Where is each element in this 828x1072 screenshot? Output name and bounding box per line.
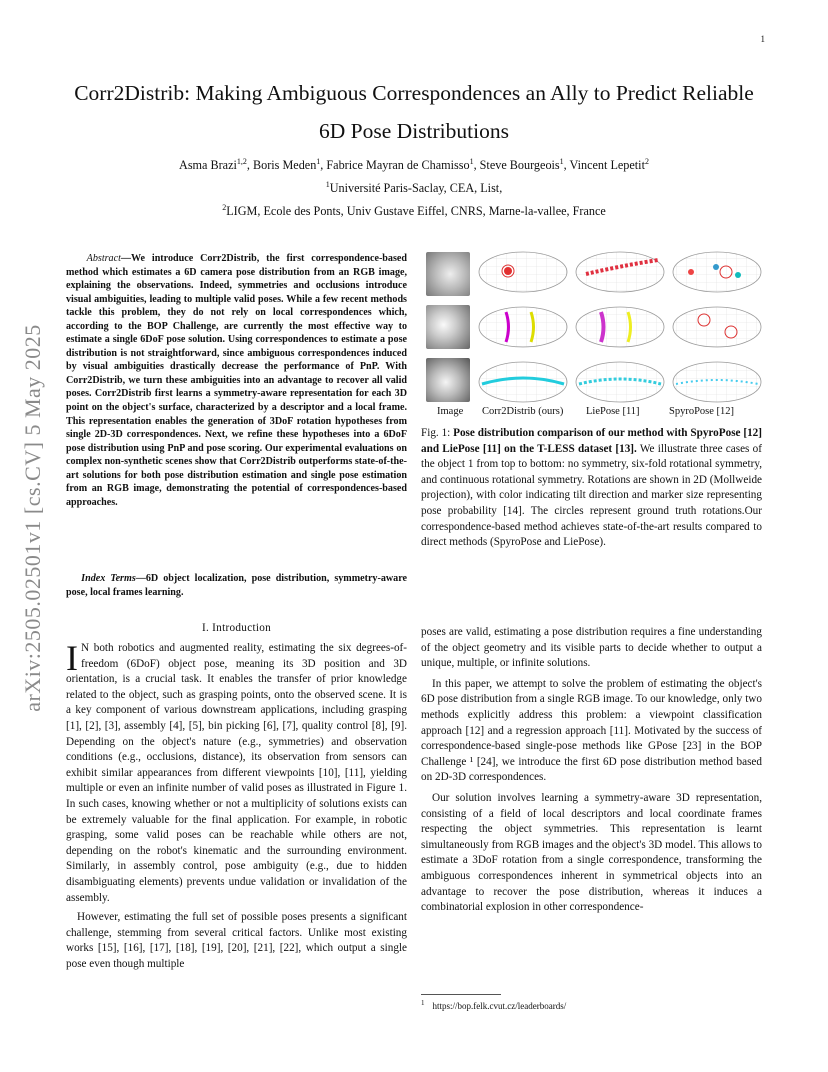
author: Boris Meden — [252, 158, 317, 173]
object-image-bottom — [426, 358, 470, 402]
index-terms — [66, 572, 407, 599]
paper-title: Corr2Distrib: Making Ambiguous Correspondences an Ally to Predict Reliable 6D Pose Distributions — [74, 81, 754, 143]
affiliation: $^1$Université Paris-Saclay, CEA, List, — [325, 180, 503, 196]
plot-corr2distrib-2 — [479, 307, 567, 347]
header-liepose: LiePose [11] — [586, 406, 640, 417]
intro-paragraph: poses are valid, estimating a pose distribution requires a fine understanding of the object geometry and its visible parts to decide whether to output a unique, multiple, or infinite solutions. — [421, 626, 762, 670]
affiliation: $^2$LIGM, Ecole des Ponts, Univ Gustave Eiffel, CNRS, Marne-la-vallee, France — [222, 203, 606, 219]
author: Steve Bourgeois — [479, 158, 560, 173]
plot-row-1 — [479, 252, 761, 292]
arxiv-watermark — [13, 283, 53, 753]
drop-cap: I — [66, 638, 78, 678]
intro-left-column — [66, 638, 407, 972]
plot-corr2distrib-1 — [479, 252, 567, 292]
caption-text: We illustrate three cases of the object 1 from top to bottom: no symmetry, six-fold rotational symmetry, and continuous rotational symmetry. Rotations are shown in 2D (Mollweide projection), with color indicating tilt direction and marker size representing pose probability [14]. The circles represent ground truth rotations.Our correspondence-based method achieves state-of-the-art results compared to direct methods (SpyroPose and LiePose). — [421, 442, 762, 549]
index-terms-label: Index Terms — [81, 573, 136, 584]
author: Vincent Lepetit — [569, 158, 645, 173]
footnote — [421, 999, 566, 1011]
figure-caption — [421, 426, 762, 551]
plot-spyropose-2 — [673, 307, 761, 347]
section-heading: I. Introduction — [201, 622, 272, 634]
header-image: Image — [437, 406, 464, 417]
plot-row-3 — [479, 362, 761, 402]
caption-label: Fig. 1: — [421, 427, 451, 439]
page-number: 1 — [760, 34, 765, 44]
author-list: Asma Brazi$^{1,2}$, Boris Meden$^1$, Fabrice Mayran de Chamisso$^1$, Steve Bourgeois$^1$, Vincent Lepetit$^2$ — [179, 157, 649, 173]
header-corr2distrib: Corr2Distrib (ours) — [482, 406, 564, 417]
abstract — [66, 252, 407, 509]
authors-block — [60, 152, 768, 221]
intro-paragraph: I N both robotics and augmented reality, estimating the six degrees-of-freedom (6DoF) object pose, meaning its 3D position and 3D orientation, is a crucial task. It enables the transfer of prior knowledge related to the object, such as grasping points, onto the observed scene. It is a key component of various downstream applications, including grasping [1], [2], [3], assembly [4], [5], bin picking [6], [7], quality control [8], [9]. Depending on the object's nature (e.g., symmetries) and observation conditions (e.g., occlusions, distance), its observation from sensors can exhibit similar appearances from different viewpoints [10], [11], yielding multiple or even an infinite number of valid poses as illustrated in Figure 1. In such cases, knowing whether or not a multiplicity of solutions exists can be extremely valuable for the final application. For example, in robotic grasping, some valid poses can be reachable while others are not, depending on the robot's kinematic and the surrounding environment. Similarly, in assembly control, pose ambiguity (e.g., due to hidden disambiguating elements) prevents undue validation or invalidation of the assembly. — [66, 638, 407, 904]
intro-right-column — [421, 625, 762, 921]
intro-paragraph: Our solution involves learning a symmetry-aware 3D representation, consisting of a field of local descriptors and local coordinate frames respecting the object symmetries. This representation is learnt simultaneously from RGB images and the object's 3D model. This allows to estimate a 3DoF rotation from a single correspondence, transforming the ambiguous correspondences inherent in symmetrical objects into an advantage to recover the pose distribution, whereas it induces a combinatorial explosion in other correspondence- — [421, 791, 762, 914]
abstract-text: —We introduce Corr2Distrib, the first correspondence-based method which estimates a 6D camera pose distribution from an RGB image, explaining the observations. Indeed, symmetries and occlusions introduce visual ambiguities, leading to multiple valid poses. While a few recent methods tackle this problem, they do not rely on local correspondences which, according to the BOP Challenge, are currently the most effective way to estimate a single 6DoF pose solution. Using correspondences to estimate a pose distribution is not straightforward, since ambiguous correspondences induced by visual ambiguities drastically decrease the performance of PnP. With Corr2Distrib, we turn these ambiguities into an advantage to recover all valid poses. Corr2Distrib first learns a symmetry-aware representation for each 3D point on the object's surface, characterized by a descriptor and a local frame. This representation enables the generation of 3DoF rotation hypotheses from single 2D-3D correspondences. Next, we refine these hypotheses into a 6DoF pose distribution using PnP and pose scoring. Our experimental evaluations on complex non-synthetic scenes show that Corr2Distrib outperforms state-of-the-art solutions for both pose distribution estimation and single pose estimation from an RGB image, demonstrating the potential of correspondences-based approaches. — [66, 253, 407, 508]
header-spyropose: SpyroPose [12] — [669, 406, 735, 417]
intro-paragraph: However, estimating the full set of possible poses presents a significant challenge, stemming from several critical factors. Unlike most existing works [15], [16], [17], [18], [19], [20], [21], [22], which output a single pose even though multiple — [66, 911, 407, 970]
footnote-rule — [421, 994, 501, 995]
footnote-link[interactable]: https://bop.felk.cvut.cz/leaderboards/ — [432, 1001, 567, 1011]
figure-1 — [426, 250, 766, 405]
footnote-number: 1 — [421, 999, 425, 1007]
object-image-top — [426, 252, 470, 296]
object-image-middle — [426, 305, 470, 349]
abstract-label: Abstract — [86, 253, 121, 264]
index-terms-text: —6D object localization, pose distribution, symmetry-aware pose, local frames learning. — [66, 573, 408, 598]
intro-paragraph: In this paper, we attempt to solve the problem of estimating the object's 6D pose distribution from a single RGB image. To our knowledge, only two methods explicitly address this problem: a viewpoint classification approach [12] and a regression approach [11]. Motivated by the success of correspondence-based single-pose methods like GPose [23] in the BOP Challenge ¹ [24], we introduce the first 6D pose distribution method based on 2D-3D correspondences. — [421, 677, 762, 784]
plot-liepose-1 — [576, 252, 664, 292]
author: Fabrice Mayran de Chamisso — [326, 158, 470, 173]
plot-row-2 — [479, 307, 761, 347]
arxiv-id: arXiv:2505.02501v1 [cs.CV] 5 May 2025 — [20, 324, 46, 712]
plot-spyropose-1 — [673, 252, 761, 292]
mollweide-plots — [476, 250, 766, 405]
author: Asma Brazi — [179, 158, 237, 173]
plot-liepose-2 — [576, 307, 664, 347]
caption-bold: Pose distribution comparison of our method with SpyroPose [12] and LiePose [11] on the T-LESS dataset [13]. — [421, 427, 762, 455]
